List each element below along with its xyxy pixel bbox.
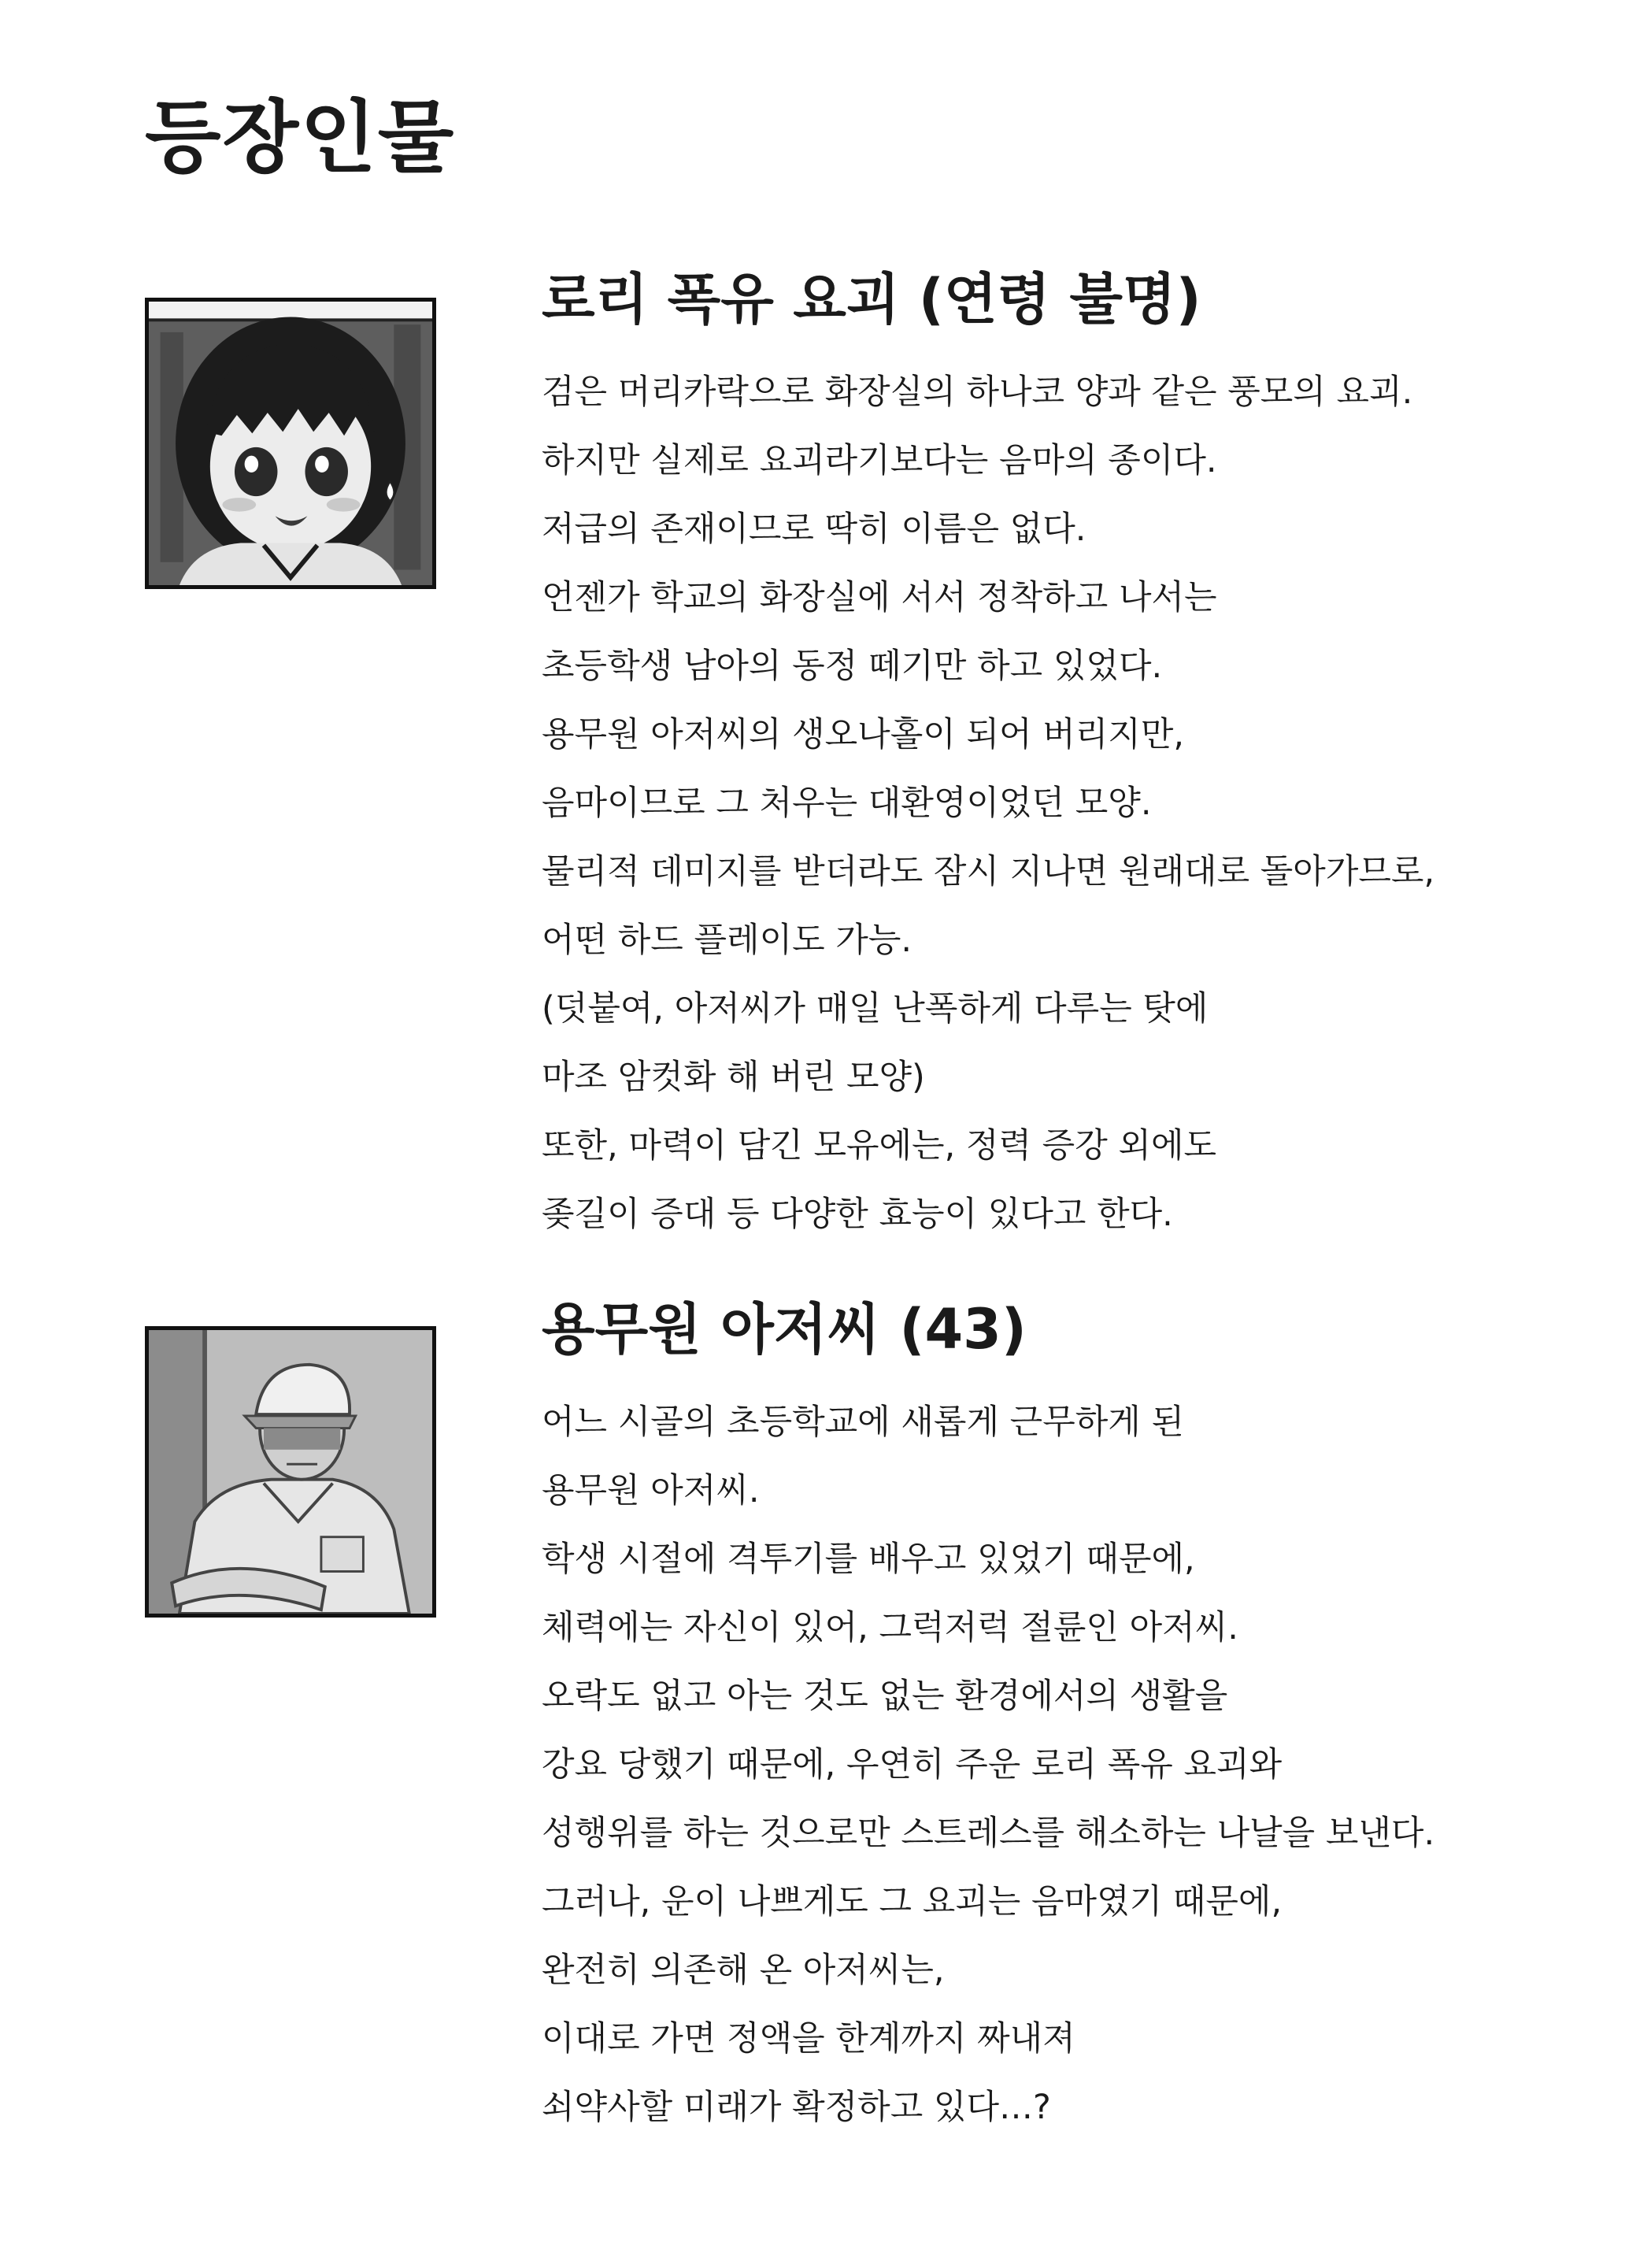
description-line: 이대로 가면 정액을 한계까지 짜내져 [542, 2018, 1075, 2059]
description-line: 마조 암컷화 해 버린 모양) [542, 1057, 925, 1097]
description-line: 용무원 아저씨의 생오나홀이 되어 버리지만, [542, 714, 1185, 754]
character-name: 용무원 아저씨 (43) [542, 1297, 1027, 1362]
description-line: 오락도 없고 아는 것도 없는 환경에서의 생활을 [542, 1676, 1228, 1716]
description-line: 음마이므로 그 처우는 대환영이었던 모양. [542, 783, 1152, 823]
description-line: 쇠약사할 미래가 확정하고 있다…? [542, 2087, 1051, 2127]
description-line: 하지만 실제로 요괴라기보다는 음마의 종이다. [542, 440, 1217, 480]
description-line: 저급의 존재이므로 딱히 이름은 없다. [542, 509, 1086, 549]
character-entry-yokai [542, 268, 1565, 1249]
description-line: 용무원 아저씨. [542, 1470, 760, 1510]
description-line: 성행위를 하는 것으로만 스트레스를 해소하는 나날을 보낸다. [542, 1813, 1435, 1853]
character-entry-janitor [542, 1298, 1565, 2142]
character-portrait-yokai [145, 298, 436, 589]
description-line: 좆길이 증대 등 다양한 효능이 있다고 한다. [542, 1194, 1173, 1234]
description-line: 체력에는 자신이 있어, 그럭저럭 절륜인 아저씨. [542, 1607, 1238, 1647]
description-line: 또한, 마력이 담긴 모유에는, 정력 증강 외에도 [542, 1125, 1217, 1166]
page-title: 등장인물 [145, 91, 456, 183]
description-line: (덧붙여, 아저씨가 매일 난폭하게 다루는 탓에 [542, 988, 1209, 1028]
character-name: 로리 폭유 요괴 (연령 불명) [542, 267, 1201, 332]
description-line: 언젠가 학교의 화장실에 서서 정착하고 나서는 [542, 577, 1217, 617]
description-line: 검은 머리카락으로 화장실의 하나코 양과 같은 풍모의 요괴. [542, 372, 1413, 412]
description-line: 그러나, 운이 나쁘게도 그 요괴는 음마였기 때문에, [542, 1881, 1283, 1922]
description-line: 강요 당했기 때문에, 우연히 주운 로리 폭유 요괴와 [542, 1744, 1283, 1784]
description-line: 학생 시절에 격투기를 배우고 있었기 때문에, [542, 1539, 1195, 1579]
description-line: 어느 시골의 초등학교에 새롭게 근무하게 된 [542, 1402, 1185, 1442]
description-line: 어떤 하드 플레이도 가능. [542, 920, 912, 960]
description-line: 완전히 의존해 온 아저씨는, [542, 1950, 945, 1990]
character-portrait-janitor [145, 1326, 436, 1618]
description-line: 초등학생 남아의 동정 떼기만 하고 있었다. [542, 646, 1163, 686]
description-line: 물리적 데미지를 받더라도 잠시 지나면 원래대로 돌아가므로, [542, 851, 1435, 891]
